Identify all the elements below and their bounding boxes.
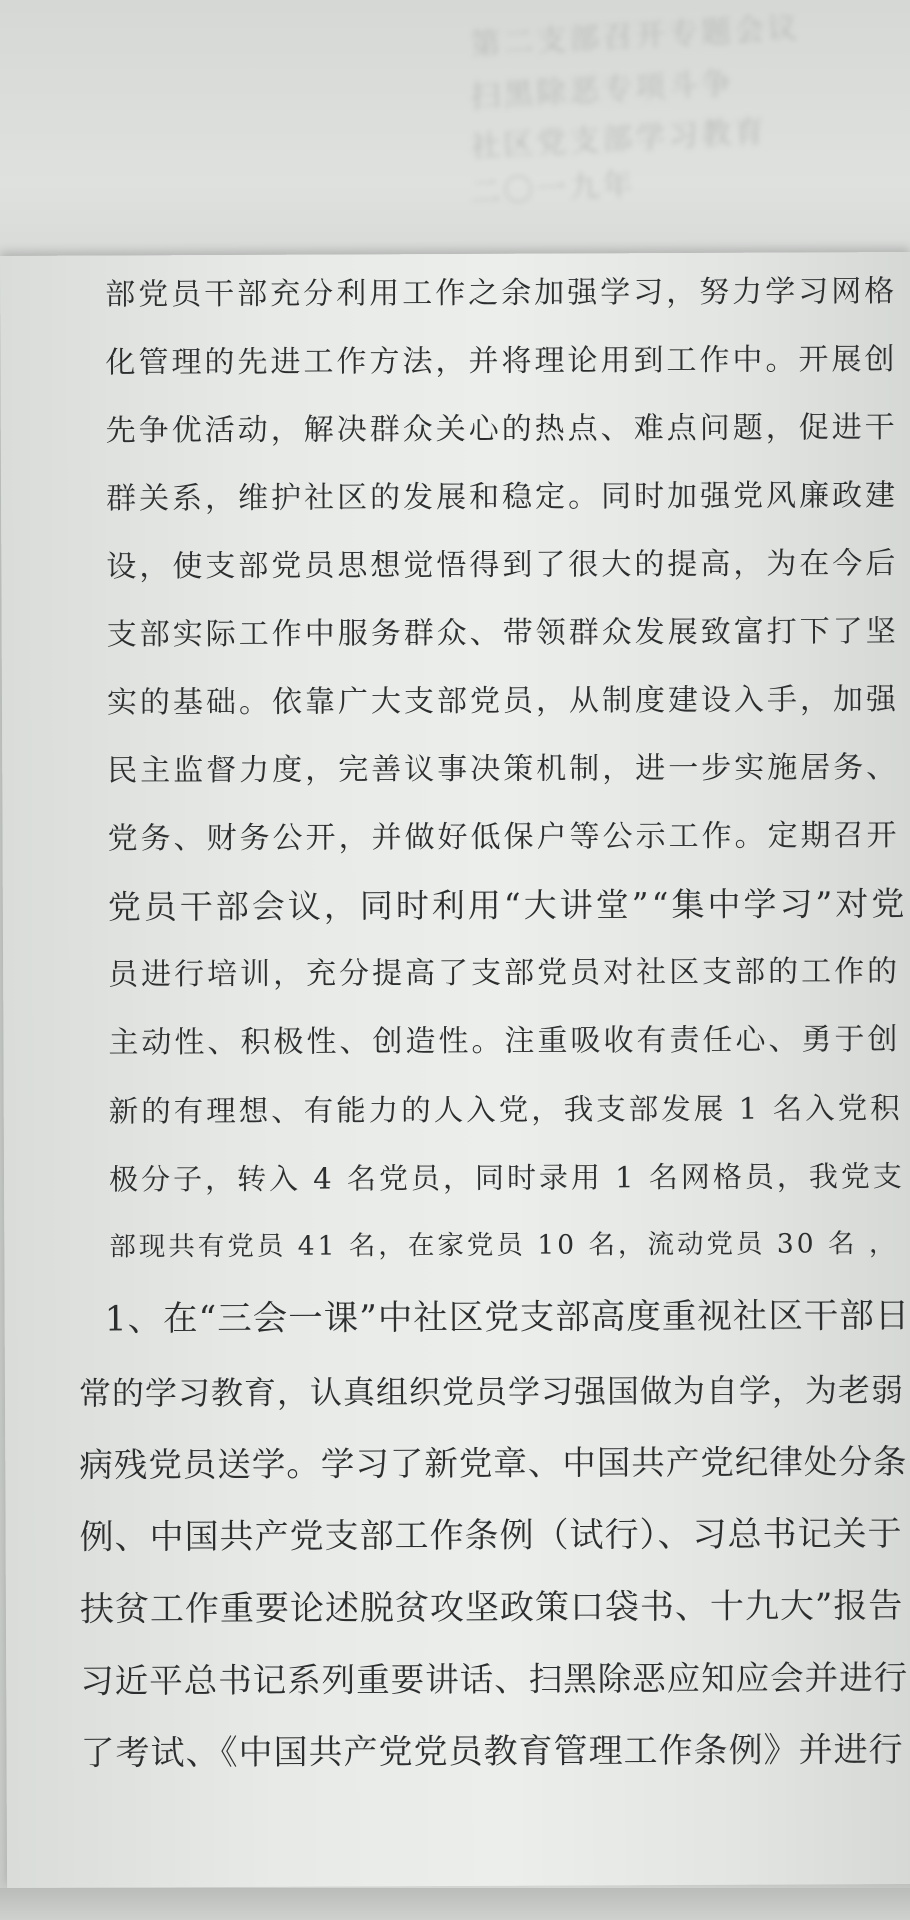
bleed-through-text: 二〇一九年 bbox=[469, 167, 637, 211]
paragraph-line: 党员干部会议，同时利用“大讲堂”“集中学习”对党 bbox=[107, 884, 908, 927]
paragraph-line: 民主监督力度，完善议事决策机制，进一步实施居务、 bbox=[107, 750, 900, 789]
paragraph-line: 了考试、《中国共产党党员教育管理工作条例》并进行 bbox=[80, 1730, 904, 1774]
paragraph-line: 病残党员送学。学习了新党章、中国共产党纪律处分条 bbox=[79, 1442, 908, 1485]
document-page bbox=[0, 252, 910, 1888]
paragraph-line: 例、中国共产党支部工作条例（试行）、习总书记关于 bbox=[79, 1514, 903, 1558]
paragraph-line: 主动性、积极性、创造性。注重吸收有责任心、勇于创 bbox=[108, 1022, 901, 1061]
page-bottom-shadow bbox=[0, 1888, 910, 1920]
paragraph-line: 习近平总书记系列重要讲话、扫黑除恶应知应会并进行 bbox=[80, 1658, 909, 1701]
bleed-through-text: 第二支部召开专题会议 bbox=[469, 10, 801, 63]
paragraph-line: 先争优活动，解决群众关心的热点、难点问题，促进干 bbox=[105, 410, 898, 449]
previous-page-edge bbox=[0, 0, 910, 262]
paragraph-line: 部现共有党员 41 名，在家党员 10 名，流动党员 30 名 ， bbox=[109, 1228, 899, 1263]
paragraph-line: 扶贫工作重要论述脱贫攻坚政策口袋书、十九大”报告 bbox=[79, 1586, 904, 1630]
paragraph-line: 群关系，维护社区的发展和稳定。同时加强党风廉政建 bbox=[105, 478, 899, 517]
paragraph-line: 新的有理想、有能力的人入党，我支部发展 1 名入党积 bbox=[108, 1091, 903, 1129]
paragraph-line: 设，使支部党员思想觉悟得到了很大的提高，为在今后 bbox=[106, 546, 899, 585]
paragraph-line: 1、在“三会一课”中社区党支部高度重视社区干部日 bbox=[104, 1296, 910, 1340]
paragraph-line: 化管理的先进工作方法，并将理论用到工作中。开展创 bbox=[105, 342, 898, 381]
paragraph-line: 极分子，转入 4 名党员，同时录用 1 名网格员，我党支 bbox=[108, 1159, 905, 1197]
paragraph-line: 部党员干部充分利用工作之余加强学习，努力学习网格 bbox=[105, 274, 898, 313]
paragraph-line: 党务、财务公开，并做好低保户等公示工作。定期召开 bbox=[107, 818, 900, 857]
bleed-through-text: 社区党支部学习教育 bbox=[469, 114, 768, 165]
paragraph-line: 常的学习教育，认真组织党员学习强国做为自学，为老弱 bbox=[78, 1371, 905, 1413]
paragraph-line: 实的基础。依靠广大支部党员，从制度建设入手，加强 bbox=[106, 682, 900, 721]
paragraph-line: 支部实际工作中服务群众、带领群众发展致富打下了坚 bbox=[106, 614, 899, 653]
bleed-through-text: 扫黑除恶专项斗争 bbox=[469, 66, 735, 115]
paragraph-line: 员进行培训，充分提高了支部党员对社区支部的工作的 bbox=[108, 954, 901, 993]
